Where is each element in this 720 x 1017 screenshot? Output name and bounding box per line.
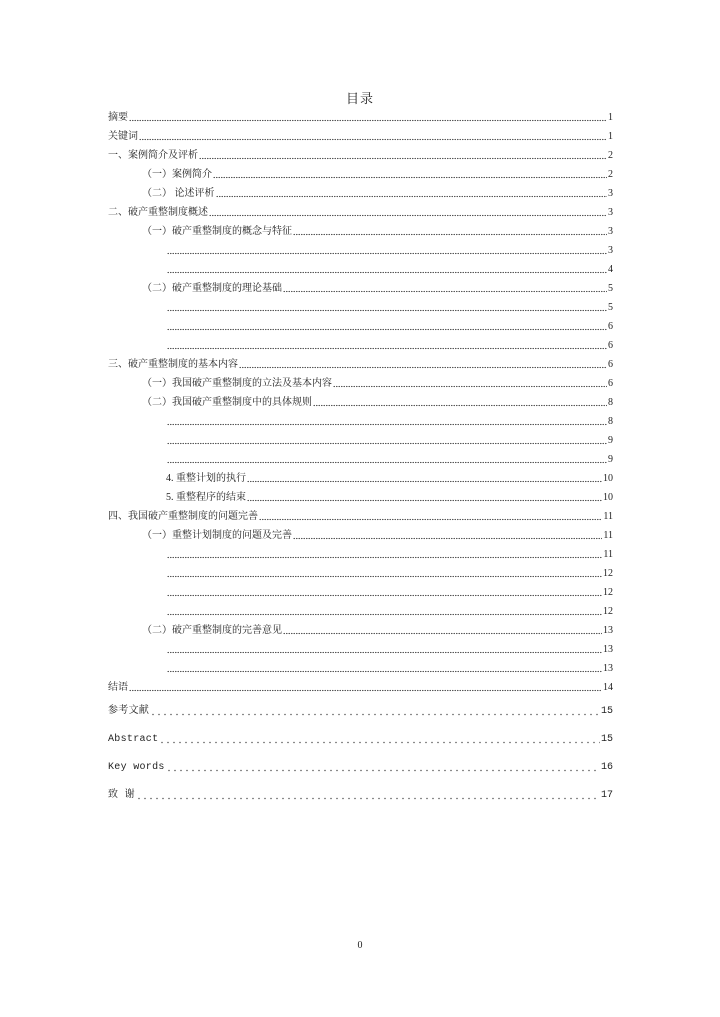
toc-entry[interactable] (142, 374, 613, 390)
dot-leader (167, 342, 607, 350)
dot-leader (167, 437, 607, 445)
toc-entry[interactable] (142, 393, 613, 409)
toc-entry-page: 5 (608, 283, 613, 294)
toc-entry-page: 6 (608, 359, 613, 370)
toc-entry-page: 11 (603, 549, 613, 560)
toc-entry-page: 14 (603, 682, 613, 693)
toc-entry-page: 3 (608, 188, 613, 199)
toc-entry-page: 8 (608, 397, 613, 408)
dot-leader (283, 627, 602, 635)
toc-entry-page: 13 (603, 625, 613, 636)
toc-entry-page: 2 (608, 169, 613, 180)
toc-entry[interactable] (142, 165, 613, 181)
toc-entry[interactable] (166, 564, 613, 580)
toc-entry-label: （二）破产重整制度的完善意见 (142, 625, 282, 636)
toc-entry[interactable] (166, 450, 613, 466)
toc-entry-page: 12 (603, 568, 613, 579)
toc-entry[interactable] (166, 469, 613, 485)
toc-entry[interactable] (108, 203, 613, 219)
toc-entry[interactable] (108, 758, 613, 774)
toc-entry-label: 四、我国破产重整制度的问题完善 (108, 511, 258, 522)
toc-entry[interactable] (166, 298, 613, 314)
toc-entry[interactable] (108, 355, 613, 371)
dot-leader (129, 684, 602, 692)
dot-leader (167, 266, 607, 274)
toc-entry[interactable] (166, 640, 613, 656)
toc-entry-label: Key words (108, 762, 165, 773)
toc-entry[interactable] (166, 431, 613, 447)
toc-entry-label: 二、破产重整制度概述 (108, 207, 208, 218)
toc-entry[interactable] (166, 602, 613, 618)
toc-entry-page: 17 (600, 790, 613, 801)
toc-entry-label: （一）我国破产重整制度的立法及基本内容 (142, 378, 332, 389)
dot-leader (167, 418, 607, 426)
toc-entry[interactable] (108, 702, 613, 718)
toc-entry-label: （一）破产重整制度的概念与特征 (142, 226, 292, 237)
toc-entry-page: 3 (608, 207, 613, 218)
toc-entry[interactable] (142, 279, 613, 295)
toc-entry-page: 6 (608, 340, 613, 351)
toc-entry[interactable] (108, 730, 613, 746)
toc-entry-page: 11 (603, 530, 613, 541)
toc-entry-page: 13 (603, 663, 613, 674)
dot-leader (247, 475, 602, 483)
dot-leader (136, 792, 600, 800)
footer-page-number: 0 (357, 940, 363, 951)
toc-entry-page: 6 (608, 321, 613, 332)
toc-entry-label: （二） 论述评析 (142, 188, 215, 199)
toc-title: 目录 (345, 91, 374, 106)
toc-entry-page: 6 (608, 378, 613, 389)
dot-leader (333, 380, 607, 388)
dot-leader (167, 589, 602, 597)
dot-leader (139, 133, 607, 141)
toc-entry-label: 4. 重整计划的执行 (166, 473, 246, 484)
dot-leader (209, 209, 607, 217)
toc-entry[interactable] (166, 241, 613, 257)
toc-entry-page: 15 (600, 734, 613, 745)
toc-entry[interactable] (108, 678, 613, 694)
dot-leader (166, 764, 600, 772)
dot-leader (167, 551, 602, 559)
toc-entry-page: 1 (608, 112, 613, 123)
toc-entry-page: 9 (608, 454, 613, 465)
dot-leader (167, 608, 602, 616)
toc-entry[interactable] (166, 317, 613, 333)
toc-entry-page: 5 (608, 302, 613, 313)
toc-entry-page: 13 (603, 644, 613, 655)
toc-entry-page: 3 (608, 245, 613, 256)
toc-entry[interactable] (166, 336, 613, 352)
toc-entry-page: 15 (600, 706, 613, 717)
toc-entry-page: 16 (600, 762, 613, 773)
toc-entry[interactable] (166, 545, 613, 561)
toc-entry[interactable] (108, 507, 613, 523)
dot-leader (167, 304, 607, 312)
dot-leader (167, 456, 607, 464)
dot-leader (167, 646, 602, 654)
dot-leader (129, 114, 607, 122)
toc-entry[interactable] (142, 621, 613, 637)
toc-entry[interactable] (108, 146, 613, 162)
dot-leader (199, 152, 607, 160)
dot-leader (159, 736, 600, 744)
toc-entry-label: （二）我国破产重整制度中的具体规则 (142, 397, 312, 408)
toc-entry-page: 8 (608, 416, 613, 427)
toc-entry-label: 5. 重整程序的结束 (166, 492, 246, 503)
toc-entry[interactable] (166, 260, 613, 276)
dot-leader (167, 665, 602, 673)
toc-entry-label: （二）破产重整制度的理论基础 (142, 283, 282, 294)
dot-leader (213, 171, 607, 179)
dot-leader (247, 494, 602, 502)
toc-entry-label: 摘要 (108, 112, 128, 123)
toc-entry-page: 3 (608, 226, 613, 237)
toc-entry[interactable] (142, 184, 613, 200)
toc-entry-label: （一）案例简介 (142, 169, 212, 180)
dot-leader (259, 513, 602, 521)
toc-entry[interactable] (108, 786, 613, 802)
toc-entry-label: 结语 (108, 682, 128, 693)
toc-entry-page: 4 (608, 264, 613, 275)
toc-entry[interactable] (142, 222, 613, 238)
dot-leader (167, 570, 602, 578)
toc-entry[interactable] (142, 526, 613, 542)
dot-leader (167, 323, 607, 331)
dot-leader (293, 532, 602, 540)
dot-leader (167, 247, 607, 255)
dot-leader (313, 399, 607, 407)
toc-entry-page: 2 (608, 150, 613, 161)
toc-entry-page: 12 (603, 587, 613, 598)
dot-leader (293, 228, 607, 236)
toc-entry-page: 1 (608, 131, 613, 142)
toc-entry-label: 三、破产重整制度的基本内容 (108, 359, 238, 370)
dot-leader (150, 708, 600, 716)
toc-entry-label: 一、案例简介及评析 (108, 150, 198, 161)
toc-entry-label: （一）重整计划制度的问题及完善 (142, 530, 292, 541)
toc-entry[interactable] (166, 412, 613, 428)
toc-entry[interactable] (108, 108, 613, 124)
toc-entry-page: 10 (603, 492, 613, 503)
toc-entry-label: Abstract (108, 734, 159, 745)
toc-entry[interactable] (108, 127, 613, 143)
toc-entry-page: 10 (603, 473, 613, 484)
toc-entry-page: 12 (603, 606, 613, 617)
toc-entry-page: 11 (603, 511, 613, 522)
toc-entry-page: 9 (608, 435, 613, 446)
toc-entry-label: 致 谢 (108, 790, 135, 801)
dot-leader (239, 361, 607, 369)
toc-entry[interactable] (166, 488, 613, 504)
toc-entry-label: 关键词 (108, 131, 138, 142)
dot-leader (283, 285, 607, 293)
dot-leader (216, 190, 608, 198)
toc-entry[interactable] (166, 659, 613, 675)
toc-entry-label: 参考文献 (108, 706, 150, 717)
toc-entry[interactable] (166, 583, 613, 599)
